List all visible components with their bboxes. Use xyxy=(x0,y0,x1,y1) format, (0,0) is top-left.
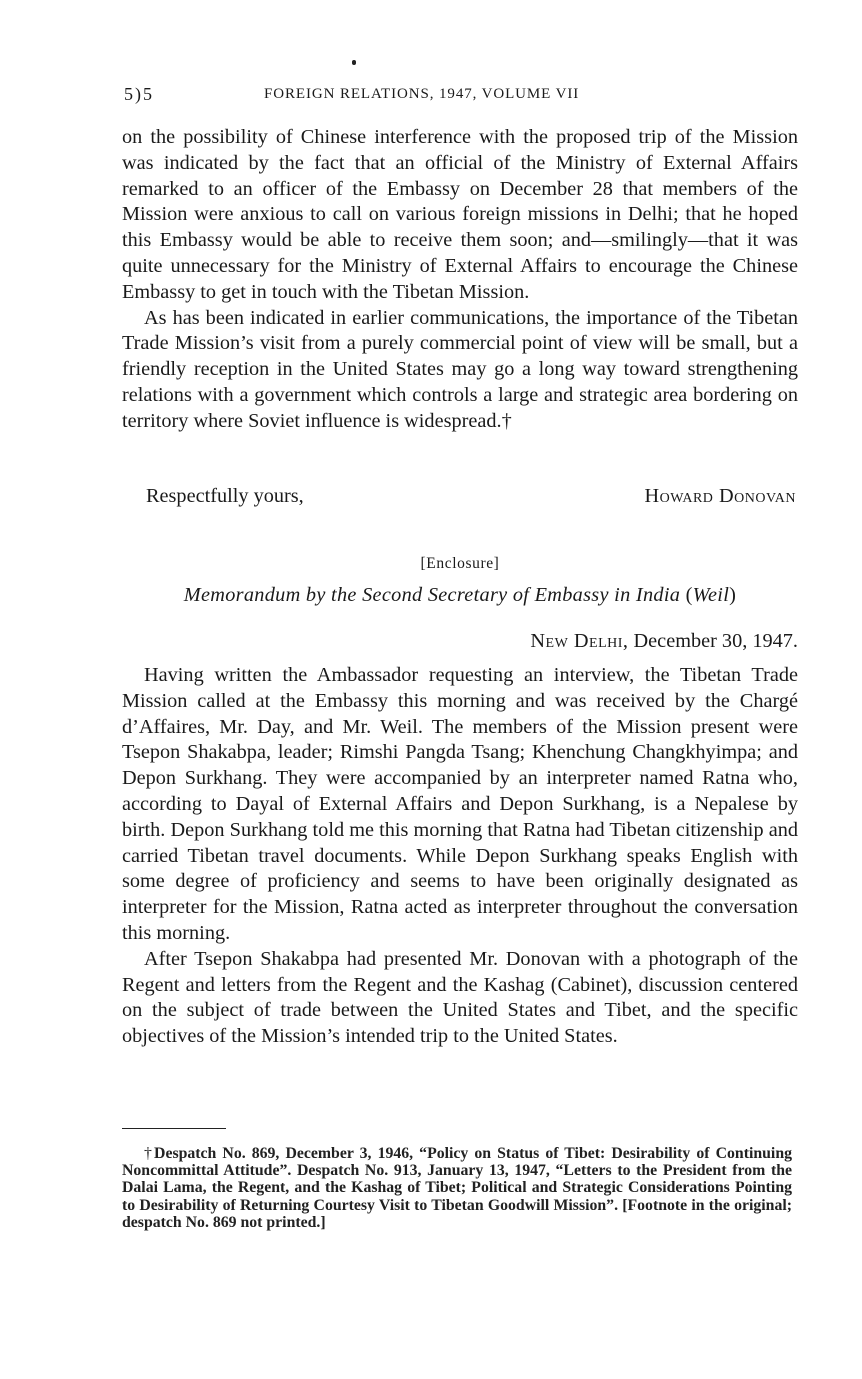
footnote-text: Despatch No. 869, December 3, 1946, “Policy on Status of Tibet: Desirability of Continuing Noncommittal Attitude”. Despatch No. 913, January 13, 1947, “Letters to the President from the Dalai Lama, the Regent, and the Kashag of Tibet; Political and Strategic Considerations Pointing to Desirability of Returning Courtesy Visit to Tibetan Goodwill Mission”. [Footnote in the original; despatch No. 869 not printed.] xyxy=(122,1145,792,1231)
memorandum-title xyxy=(122,584,798,607)
enclosure-label: [Enclosure] xyxy=(420,555,500,572)
page-number: 5)5 xyxy=(124,84,154,104)
memorandum-paragraph: Having written the Ambassador requesting an interview, the Tibetan Trade Mission called at the Embassy this morning and was received by the Chargé d’Affaires, Mr. Day, and Mr. Weil. The members of the Mission present were Tsepon Shakabpa, leader; Rimshi Pangda Tsang; Khenchung Changkhyimpa; and Depon Surkhang. They were accompanied by an interpreter named Ratna who, according to Dayal of External Affairs and Depon Surkhang, is a Nepalese by birth. Depon Surkhang told me this morning that Ratna had Tibetan citizenship and carried Tibetan travel documents. While Depon Surkhang speaks English with some degree of proficiency and seems to have been originally designated as interpreter for the Mission, Ratna acted as interpreter throughout the conversation this morning. xyxy=(122,664,798,944)
memorandum-body xyxy=(122,663,798,1050)
memorandum-author: Weil xyxy=(692,584,730,606)
memorandum-paragraph: After Tsepon Shakabpa had presented Mr. Donovan with a photograph of the Regent and letters from the Regent and the Kashag (Cabinet), discussion centered on the subject of trade between the United States and Tibet, and the specific objectives of the Mission’s intended trip to the United States. xyxy=(122,947,798,1048)
footnote-marker: † xyxy=(144,1145,155,1162)
dateline-date: December 30, 1947. xyxy=(628,630,798,652)
dateline-place: New Delhi, xyxy=(530,630,629,652)
memorandum-title-text: Memorandum by the Second Secretary of Embassy in India xyxy=(183,584,681,606)
paren-close: ) xyxy=(729,584,737,606)
dateline xyxy=(122,630,798,653)
running-header xyxy=(124,84,724,106)
running-header-title: FOREIGN RELATIONS, 1947, VOLUME VII xyxy=(264,86,580,102)
letter-paragraph: As has been indicated in earlier communications, the importance of the Tibetan Trade Mission’s visit from a purely commercial point of view will be small, but a friendly reception in the United States may go a long way toward strengthening relations with a government which controls a large and strategic area bordering on territory where Soviet influence is widespread.† xyxy=(122,306,798,432)
signer-name: Howard Donovan xyxy=(644,485,796,507)
footnote xyxy=(122,1145,792,1231)
letter-paragraph: on the possibility of Chinese interference with the proposed trip of the Mission was indicated by the fact that an official of the Ministry of External Affairs remarked to an officer of the Embassy on December 28 that members of the Mission were anxious to call on various foreign missions in Delhi; that he hoped this Embassy would be able to receive them soon; and—smilingly—that it was quite unnecessary for the Ministry of External Affairs to encourage the Chinese Embassy to get in touch with the Tibetan Mission. xyxy=(122,126,798,303)
closing: Respectfully yours, xyxy=(146,485,304,507)
footnote-rule xyxy=(122,1128,226,1129)
print-speck xyxy=(352,60,356,65)
letter-body xyxy=(122,125,798,435)
paren-open: ( xyxy=(685,584,693,606)
